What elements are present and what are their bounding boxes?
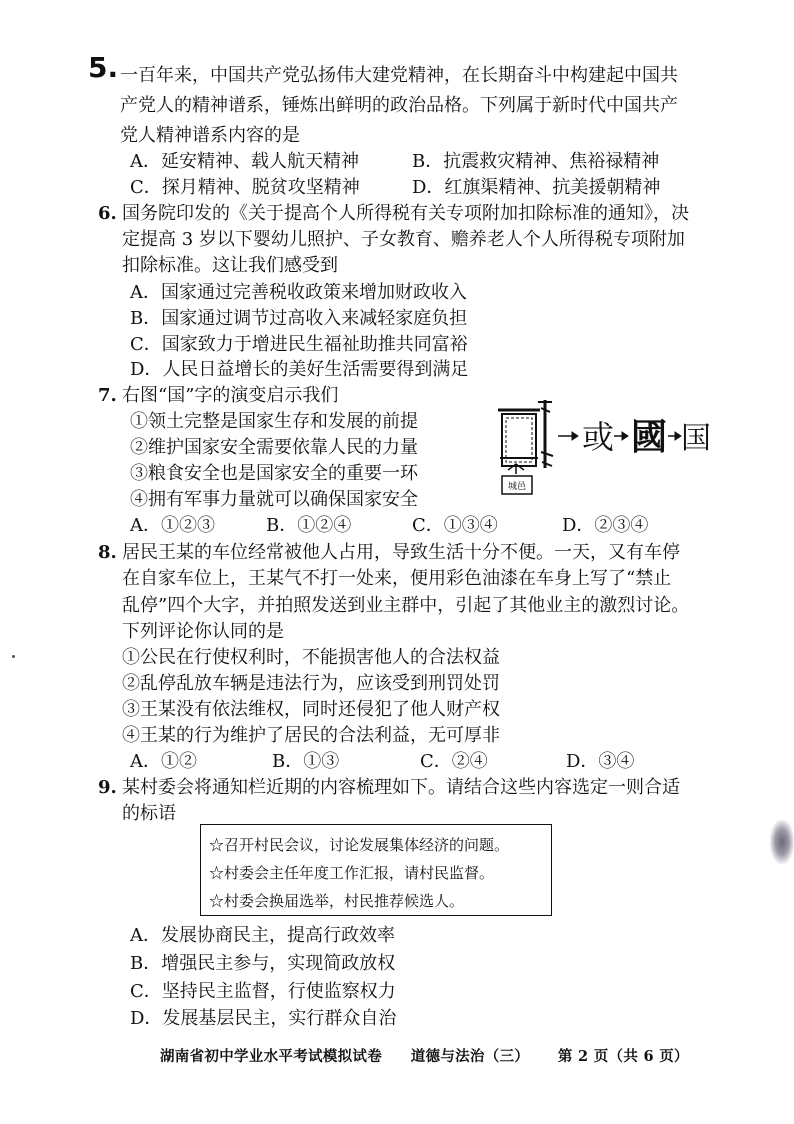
statement-3: ③王某没有依法维权，同时还侵犯了他人财产权 [122,699,500,720]
glyph-stage-2: 或 [581,418,615,456]
notice-item: ☆村委会主任年度工作汇报，请村民监督。 [209,864,495,882]
option-c: C．②④ [420,751,488,772]
option-d: D．②③④ [562,515,649,536]
glyph-stage-4: 国 [681,421,711,456]
option-b: B．抗震救灾精神、焦裕禄精神 [412,151,660,172]
question-stem-line: 定提高 3 岁以下婴幼儿照护、子女教育、赡养老人个人所得税专项附加 [122,229,685,250]
statement-2: ②维护国家安全需要依靠人民的力量 [130,437,418,458]
option-b: B．①③ [272,751,340,772]
subject-name: 道德与法治（三） [410,1048,530,1065]
figure-caption: 城邑 [507,482,527,492]
scan-dot [12,655,15,658]
ancient-guo-glyph [498,400,553,494]
option-a: A．①② [130,751,197,772]
option-d: D．发展基层民主，实行群众自治 [130,1008,397,1029]
question-stem-line: 右图“国”字的演变启示我们 [122,385,339,406]
arrow-icon [558,432,578,440]
notice-item: ☆村委会换届选举，村民推荐候选人。 [209,892,465,910]
statement-1: ①公民在行使权利时，不能损害他人的合法权益 [122,647,500,668]
question-stem-line: 产党人的精神谱系，锤炼出鲜明的政治品格。下列属于新时代中国共产 [120,95,678,116]
character-evolution-illustration [492,396,712,506]
option-a: A．延安精神、载人航天精神 [130,151,359,172]
option-c: C．坚持民主监督，行使监察权力 [130,981,396,1002]
arrow-icon [668,432,681,440]
question-stem-line: 的标语 [122,803,176,824]
question-number: 5. [88,51,119,84]
statement-4: ④拥有军事力量就可以确保国家安全 [130,489,418,510]
option-a: A．发展协商民主，提高行政效率 [130,925,395,946]
question-stem-line: 国务院印发的《关于提高个人所得税有关专项附加扣除标准的通知》，决 [122,203,689,224]
option-c: C．探月精神、脱贫攻坚精神 [130,177,360,198]
page-footer [160,1045,689,1066]
option-b: B．增强民主参与，实现简政放权 [130,953,396,974]
glyph-stage-3: 國 [630,416,668,458]
question-stem-line: 在自家车位上，王某气不打一处来，便用彩色油漆在车身上写了“禁止 [122,568,672,589]
question-number: 6. [98,203,117,224]
option-d: D．人民日益增长的美好生活需要得到满足 [130,359,469,380]
question-number: 7. [98,385,117,406]
statement-3: ③粮食安全也是国家安全的重要一环 [130,463,418,484]
question-stem-line: 下列评论你认同的是 [122,621,284,642]
question-stem-line: 乱停”四个大字，并拍照发送到业主群中，引起了其他业主的激烈讨论。 [122,595,690,616]
question-stem-line: 扣除标准。这让我们感受到 [122,255,338,276]
statement-2: ②乱停乱放车辆是违法行为，应该受到刑罚处罚 [122,673,500,694]
arrow-icon [614,432,628,440]
question-number: 8. [98,542,117,563]
option-c: C．①③④ [412,515,498,536]
question-number: 9. [98,777,117,798]
option-b: B．国家通过调节过高收入来减轻家庭负担 [130,308,468,329]
guo-character-evolution-figure [492,396,712,506]
exam-title: 湖南省初中学业水平考试模拟试卷 [160,1048,382,1065]
question-stem-line: 一百年来，中国共产党弘扬伟大建党精神，在长期奋斗中构建起中国共 [120,65,678,86]
question-stem-line: 居民王某的车位经常被他人占用，导致生活十分不便。一天，又有车停 [122,542,680,563]
notice-item: ☆召开村民会议，讨论发展集体经济的问题。 [209,836,510,854]
option-a: A．国家通过完善税收政策来增加财政收入 [130,282,467,303]
option-d: D．③④ [566,751,635,772]
option-d: D．红旗渠精神、抗美援朝精神 [412,177,661,198]
option-c: C．国家致力于增进民生福祉助推共同富裕 [130,334,468,355]
statement-1: ①领土完整是国家生存和发展的前提 [130,411,418,432]
notice-board-box [200,824,552,916]
option-b: B．①②④ [266,515,352,536]
question-stem-line: 党人精神谱系内容的是 [120,125,300,146]
statement-4: ④王某的行为维护了居民的合法利益，无可厚非 [122,725,500,746]
option-a: A．①②③ [130,515,215,536]
scan-smudge [770,820,794,864]
question-stem-line: 某村委会将通知栏近期的内容梳理如下。请结合这些内容选定一则合适 [122,777,680,798]
page-number: 第 2 页（共 6 页） [557,1048,689,1065]
